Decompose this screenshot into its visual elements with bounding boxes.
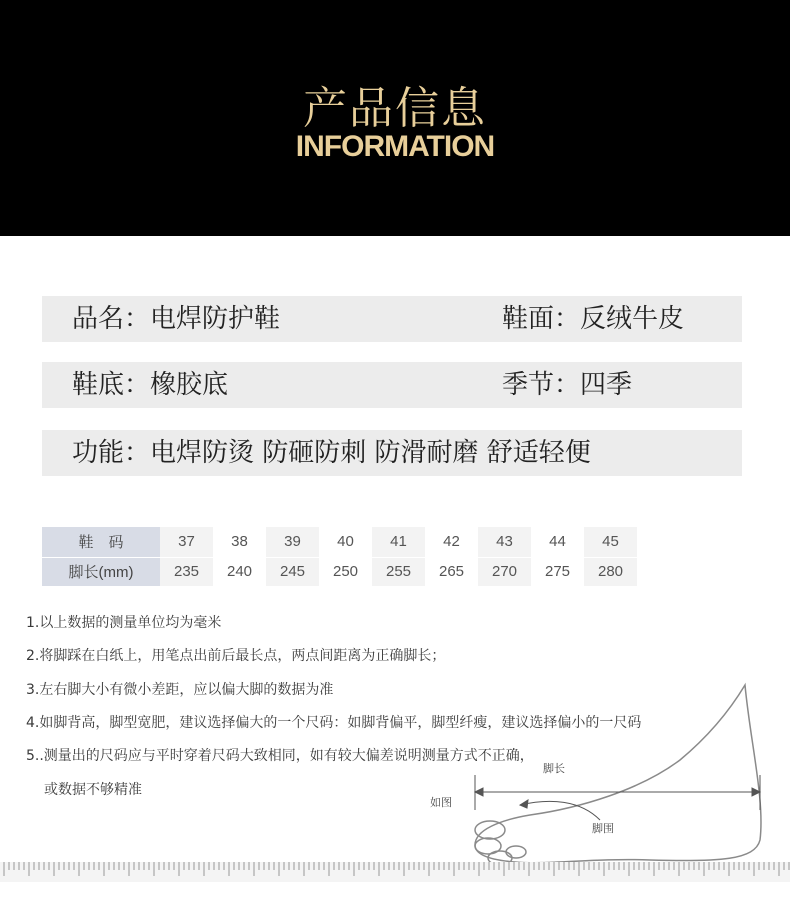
note-2: 2.将脚踩在白纸上，用笔点出前后最长点，两点间距离为正确脚长； <box>26 648 446 664</box>
size-cell: 40 <box>319 527 372 557</box>
length-row <box>42 557 637 586</box>
note-3: 3.左右脚大小有微小差距，应以偏大脚的数据为准 <box>26 682 334 698</box>
note-1: 1.以上数据的测量单位均为毫米 <box>26 615 222 631</box>
note-5: 5..测量出的尺码应与平时穿着尺码大致相同，如有较大偏差说明测量方式不正确， <box>26 748 534 764</box>
note-5-cont: 或数据不够精准 <box>44 782 142 798</box>
length-cell: 250 <box>319 557 372 586</box>
label-girth: 脚围 <box>592 822 614 835</box>
info-row-function <box>42 430 742 476</box>
product-name: 品名：电焊防护鞋 <box>72 304 281 334</box>
length-cell: 275 <box>531 557 584 586</box>
size-cell: 45 <box>584 527 637 557</box>
length-cell: 235 <box>160 557 213 586</box>
info-row-name <box>42 296 742 342</box>
size-cell: 37 <box>160 527 213 557</box>
size-table <box>42 527 637 587</box>
header-banner <box>0 0 790 236</box>
size-cell: 44 <box>531 527 584 557</box>
product-sole: 鞋底：橡胶底 <box>72 370 229 400</box>
page-title-cn: 产品信息 <box>303 83 487 134</box>
foot-outline <box>475 685 761 865</box>
size-cell: 42 <box>425 527 478 557</box>
size-cell: 39 <box>266 527 319 557</box>
label-length: 脚长 <box>543 762 565 775</box>
product-upper: 鞋面：反绒牛皮 <box>502 304 685 334</box>
length-cell: 255 <box>372 557 425 586</box>
length-cell: 240 <box>213 557 266 586</box>
size-row-header: 鞋 码 <box>42 527 160 557</box>
length-arrow <box>475 775 760 810</box>
ruler-strip <box>0 862 790 882</box>
info-row-sole <box>42 362 742 408</box>
page-title-en: INFORMATION <box>295 130 495 163</box>
length-cell: 265 <box>425 557 478 586</box>
label-example: 如图 <box>430 796 452 809</box>
length-cell: 280 <box>584 557 637 586</box>
product-season: 季节：四季 <box>502 370 633 400</box>
note-4: 4.如脚背高，脚型宽肥，建议选择偏大的一个尺码：如脚背偏平，脚型纤瘦，建议选择偏小的一尺码 <box>26 715 642 731</box>
length-cell: 245 <box>266 557 319 586</box>
size-cell: 41 <box>372 527 425 557</box>
foot-measure-diagram <box>420 680 780 870</box>
product-function: 功能：电焊防烫 防砸防刺 防滑耐磨 舒适轻便 <box>72 438 591 468</box>
size-cell: 38 <box>213 527 266 557</box>
length-row-header: 脚长(mm) <box>42 557 160 586</box>
length-cell: 270 <box>478 557 531 586</box>
size-cell: 43 <box>478 527 531 557</box>
size-row <box>42 527 637 557</box>
